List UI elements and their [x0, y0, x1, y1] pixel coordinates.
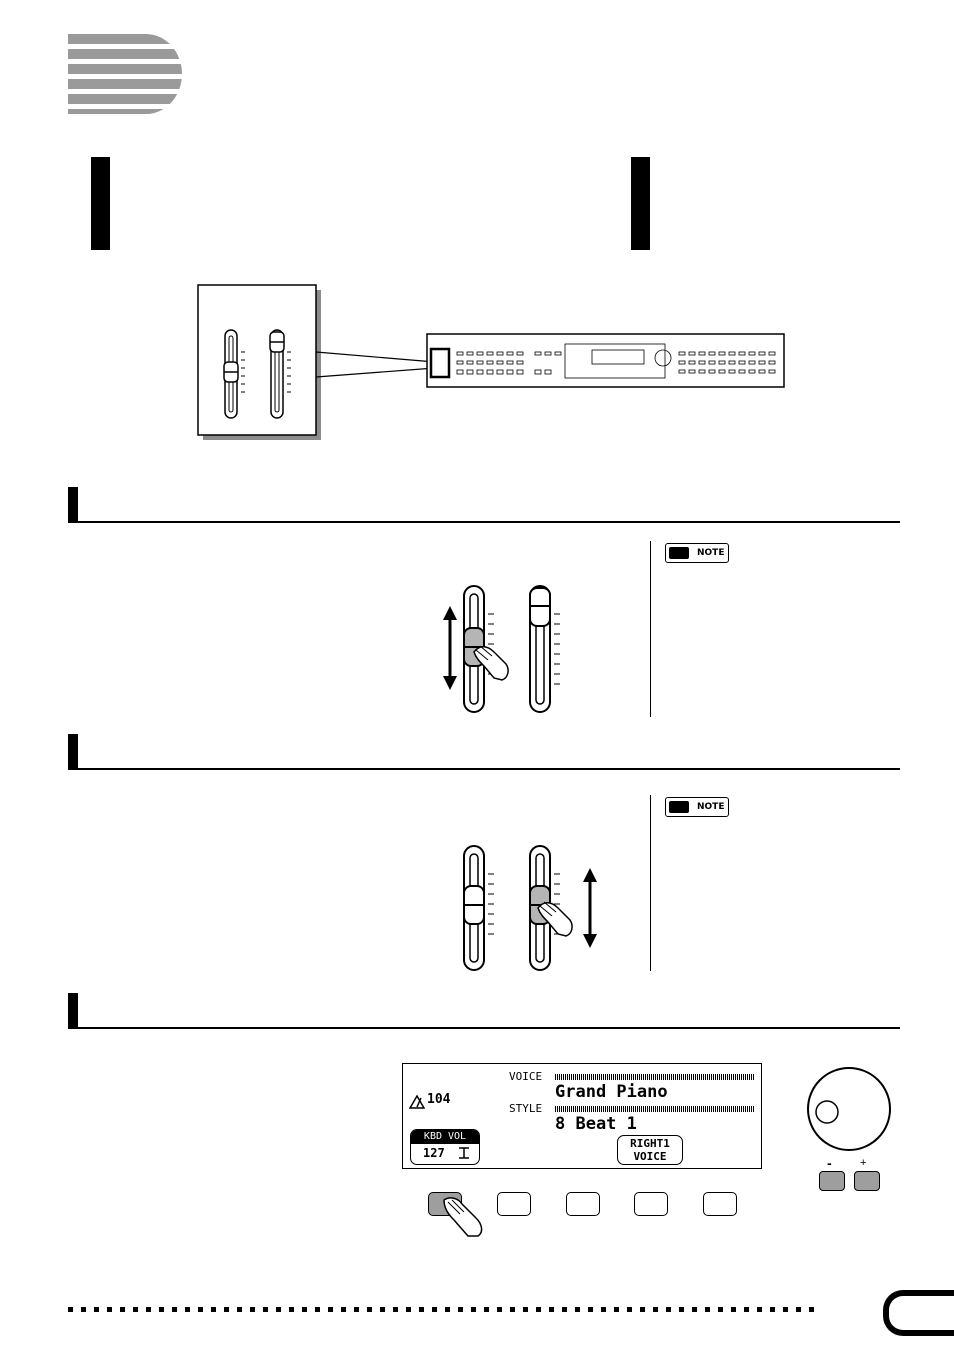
note-label: NOTE	[697, 548, 725, 558]
section-2-rule	[68, 768, 900, 770]
panel-overview-illustration	[195, 282, 790, 446]
dial-minus-label: -	[827, 1155, 832, 1171]
section-2-divider	[650, 795, 651, 971]
section-3-marker	[68, 993, 78, 1029]
note-tag-2	[665, 797, 729, 817]
right1-voice-tab	[617, 1135, 683, 1165]
right1-voice-label: VOICE	[633, 1150, 667, 1163]
note-icon	[669, 547, 689, 559]
kbd-vol-label: KBD VOL	[411, 1130, 479, 1144]
style-name: 8 Beat 1	[555, 1114, 637, 1134]
voice-dotted-bar	[555, 1074, 755, 1080]
tempo-value: 104	[427, 1092, 451, 1107]
lcd-display	[402, 1063, 762, 1169]
note-label: NOTE	[697, 802, 725, 812]
metronome-icon	[409, 1095, 425, 1109]
data-dial[interactable]	[806, 1066, 892, 1152]
dial-minus-button[interactable]	[819, 1171, 845, 1191]
slider-illustration-1[interactable]	[436, 582, 576, 718]
kbd-vol-value: 127	[423, 1146, 445, 1160]
slider-illustration-2[interactable]	[460, 842, 610, 974]
volume-level-icon	[457, 1146, 471, 1160]
section-1-rule	[68, 521, 900, 523]
dial-plus-button[interactable]	[854, 1171, 880, 1191]
voice-label: VOICE	[509, 1070, 543, 1083]
note-tag-1	[665, 543, 729, 563]
right1-label: RIGHT1	[630, 1137, 670, 1150]
note-icon	[669, 801, 689, 813]
kbd-vol-tab	[410, 1129, 480, 1165]
title-bar-right	[631, 157, 650, 250]
title-bar-left	[91, 157, 110, 250]
header-logo	[66, 32, 184, 116]
footer-dotted-line	[68, 1307, 820, 1312]
dial-plus-label: +	[860, 1157, 867, 1169]
section-1-divider	[650, 541, 651, 717]
lcd-button-2[interactable]	[497, 1192, 531, 1216]
section-3-rule	[68, 1027, 900, 1029]
section-2-marker	[68, 734, 78, 770]
page-number-tab	[883, 1290, 954, 1336]
style-dotted-bar	[555, 1106, 755, 1112]
style-label: STYLE	[509, 1102, 543, 1115]
lcd-button-5[interactable]	[703, 1192, 737, 1216]
lcd-button-3[interactable]	[566, 1192, 600, 1216]
section-1-marker	[68, 487, 78, 523]
lcd-button-4[interactable]	[634, 1192, 668, 1216]
pressing-hand-icon	[440, 1196, 492, 1238]
voice-name: Grand Piano	[555, 1082, 668, 1102]
